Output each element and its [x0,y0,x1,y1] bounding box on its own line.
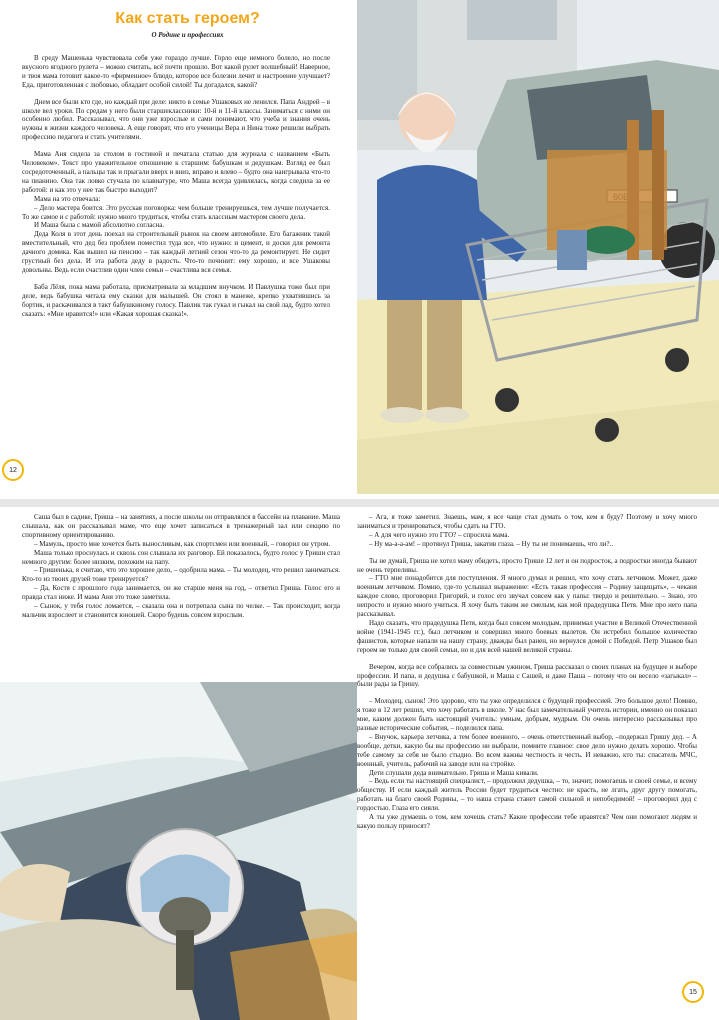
paragraph: Надо сказать, что прадедушка Петя, когда был совсем молодым, принимал участие в Великой Отечественной войне (1941-1945 гг.), был летчиком и совершил много боевых вылетов. Он истребил большое количество фашистов, которые напали на нашу страну, дважды был ранен, но вернулся домой с Победой. Петр Ушаков был героем не только для своей семьи, но и для всей нашей великой страны. [357,618,697,654]
paragraph: – Ведь если ты настоящий специалист, – продолжил дедушка, – то, значит, помогаешь и своей семье, и всему обществу. И если каждый житель России будет трудиться честно: не красть, не лгать, друг другу помогать, работать на благо своей Родины, – то наша страна станет самой сильной и непобедимой! – проговорил дед с гордостью. Глаза его сияли. [357,777,697,813]
paragraph: – Дело мастера боится. Это русская поговорка: чем больше тренируешься, тем лучше получается. То же самое и с работой: нужно много трудиться, чтобы стать классным мастером своего дела. [22,203,330,221]
paragraph: – Сынок, у тебя голос ломается, – сказала она и потрепала сына по челке. – Так происходит, когда мальчик взрослеет и становится юношей. Скоро будешь совсем взрослым. [22,602,340,619]
pilot-in-cockpit-illustration [0,682,357,1020]
paragraph: А ты уже думаешь о том, кем хочешь стать? Какие профессии тебе нравятся? Чем они помогают людям и какую пользу приносят? [357,813,697,830]
top-page [0,0,719,500]
paragraph: – Мамуль, просто мне хочется быть выносливым, как спортсмен или военный, – говорил он утром. [34,539,331,548]
paragraph: Мама на это отвечала: [34,194,101,203]
bottom-left-text-column [22,513,340,620]
paragraph: И Маша была с мамой абсолютно согласна. [34,221,165,230]
paragraph: Ты не думай, Гриша не хотел маму обидеть, просто Грише 12 лет и он подросток, а подростки иногда бывают не очень терпеливы. [357,556,697,574]
page-number: 12 [2,459,24,481]
paragraph: Вечером, когда все собрались за совместным ужином, Гриша рассказал о своих планах на будущее и выборе профессии. И папа, и дедушка с бабушкой, и Маша с Сашей, и даже Паша – потому что он весело «загыкал» – были рады за Гришу. [357,662,697,689]
grandfather-with-shopping-cart-illustration [357,0,719,494]
paragraph: – Гришенька, я считаю, что это хорошее дело, – одобрила мама. – Ты молодец, что решил заниматься. Кто-то из твоих друзей тоже тренируется? [22,566,340,584]
paragraph: Саша был в садике, Гриша – на занятиях, а после школы он отправлялся в бассейн на плавание. Маша слышала, как он рассказывал маме, что еще хочет записаться в тренажерный зал или секцию по спортивному ориентированию. [22,513,340,539]
page-title: Как стать героем? [115,10,260,27]
paragraph: – Ага, я тоже заметил. Знаешь, мам, я все чаще стал думать о том, кем я буду? Поэтому и хочу много заниматься и тренироваться, чтобы сдать на ГТО. [357,513,697,530]
paragraph: – ГТО мне понадобится для поступления. Я много думал и решил, что хочу стать летчиком. Может, даже военным летчиком. Помню, где-то услышал выражение: «Есть такая профессия – Родину защищать», – чеканя каждое слово, проговорил Григорий, и голос его звучал совсем как у папы: твердо и решительно. – Знаю, это непросто и нужно много учиться. Я хочу быть таким же смелым, как мой прадедушка Петя. Мне про него папа рассказывал. [357,574,697,619]
paragraph: Баба Лёля, пока мама работала, присматривала за младшим внучком. И Павлушка тоже был при деле, ведь бабушка читала ему сказки для малышей. Он стоял в манеже, крепко ухватившись за бортик, и раскачивался в такт бабушкиному голосу. Павлик так гукал и гыкал на свой лад, будто хотел сказать: «Мне нравится!» или «Какая хорошая сказка!». [22,282,330,318]
paragraph: Маша только проснулась и сквозь сон слышала их разговор. Ей показалось, будто голос у Гриши стал немного другим: более низким, похожим на папу. [22,548,340,566]
pilot-illustration-icon [0,682,357,1020]
paragraph: – Внучок, карьера летчика, а тем более военного, – очень ответственный выбор, –подержал Гришу дед. – А вообще, детки, какую бы вы профессию ни выбрали, помните главное: свое дело нужно делать хорошо. Чтобы тебе самому за себя не было стыдно. Во всем важны честность и честь. И неважно, кто ты: спасатель МЧС, военный, учитель, рабочий на заводе или на стройке. [357,732,697,768]
paragraph: – Молодец, сынок! Это здорово, что ты уже определился с будущей профессией. Это большое дело! Помню, я тоже в 12 лет решил, что хочу работать в школе. У нас был замечательный учитель истории, именно он показал мне, каким должен быть настоящий учитель: умным, добрым, мудрым. Он очень интересно рассказывал про разные исторические события, – поделился папа. [357,697,697,733]
paragraph: – Да, Костя с прошлого года занимается, он же старше меня на год, – ответил Гриша. Голос его и правда стал ниже. И мама Аня это тоже заметила. [22,584,340,602]
paragraph: Днем все были кто где, но каждый при деле: никто в семье Ушаковых не ленился. Папа Андрей – в школе вел уроки. По средам у него были старшеклассники: 10-й и 11-й классы. Заниматься с ними он особенно любил. Рассказывал, что они уже взрослые и сами понимают, что учеба и знания очень нужны в жизни каждого человека. А еще говорят, что его ученицы Вера и Нина тоже решили выбрать профессию педагога и стать учителями. [22,97,330,142]
grandfather-illustration-icon [357,0,719,494]
paragraph: В среду Машенька чувствовала себя уже гораздо лучше. Горло еще немного болело, но после вкусного ягодного рулета – можно считать, всё почти прошло. Вот какой рулет волшебный! Наверное, и твоя мама готовит какое-то «фирменное» блюдо, которое все болезни лечит и настроение улучшает? Еда, приготовленная с любовью, обладает особой силой! Ты догадался, какой? [22,54,330,89]
page-subtitle: О Родине и профессиях [151,31,224,39]
paragraph: Мама Аня сидела за столом в гостиной и печатала статью для журнала с названием «Быть Человеком». Текст про уважительное отношение к старшим: бабушкам и дедушкам. Взгляд ее был сосредоточенный, а пальцы так и прыгали вверх и вниз, вправо и влево – будто она наигрывала что-то на пианино. Она так ловко стучала по клавиатуре, что Маша всегда удивлялась, когда следила за ее работой: и как это у нее так быстро выходит? [22,150,330,194]
paragraph: Деда Коля в этот день поехал на строительный рынок на своем автомобиле. Его багажник такой вместительный, что дед без проблем поместил туда все, что нужно: и цемент, и доски для ремонта дачного домика. Как вышел на пенсию – так каждый летний сезон что-то да ремонтирует. Не сидит грустный без дела. И эта работа деду в радость. Что-то починит: ему хорошо, и все Ушаковы довольны. Ведь если счастлив один член семьи – счастлива вся семья. [22,230,330,274]
bottom-page [0,507,719,1020]
bottom-right-text-column [357,513,697,831]
top-text-column [22,54,330,318]
paragraph: – А для чего нужно это ГТО? – спросила мама. [369,530,510,539]
paragraph: Дети слушали деда внимательно. Гриша и Маша кивали. [369,768,539,777]
page-number: 15 [682,981,704,1003]
paragraph: – Ну ма-а-а-ам! – протянул Гриша, закатив глаза. – Ну ты не понимаешь, что ли?.. [369,539,614,548]
